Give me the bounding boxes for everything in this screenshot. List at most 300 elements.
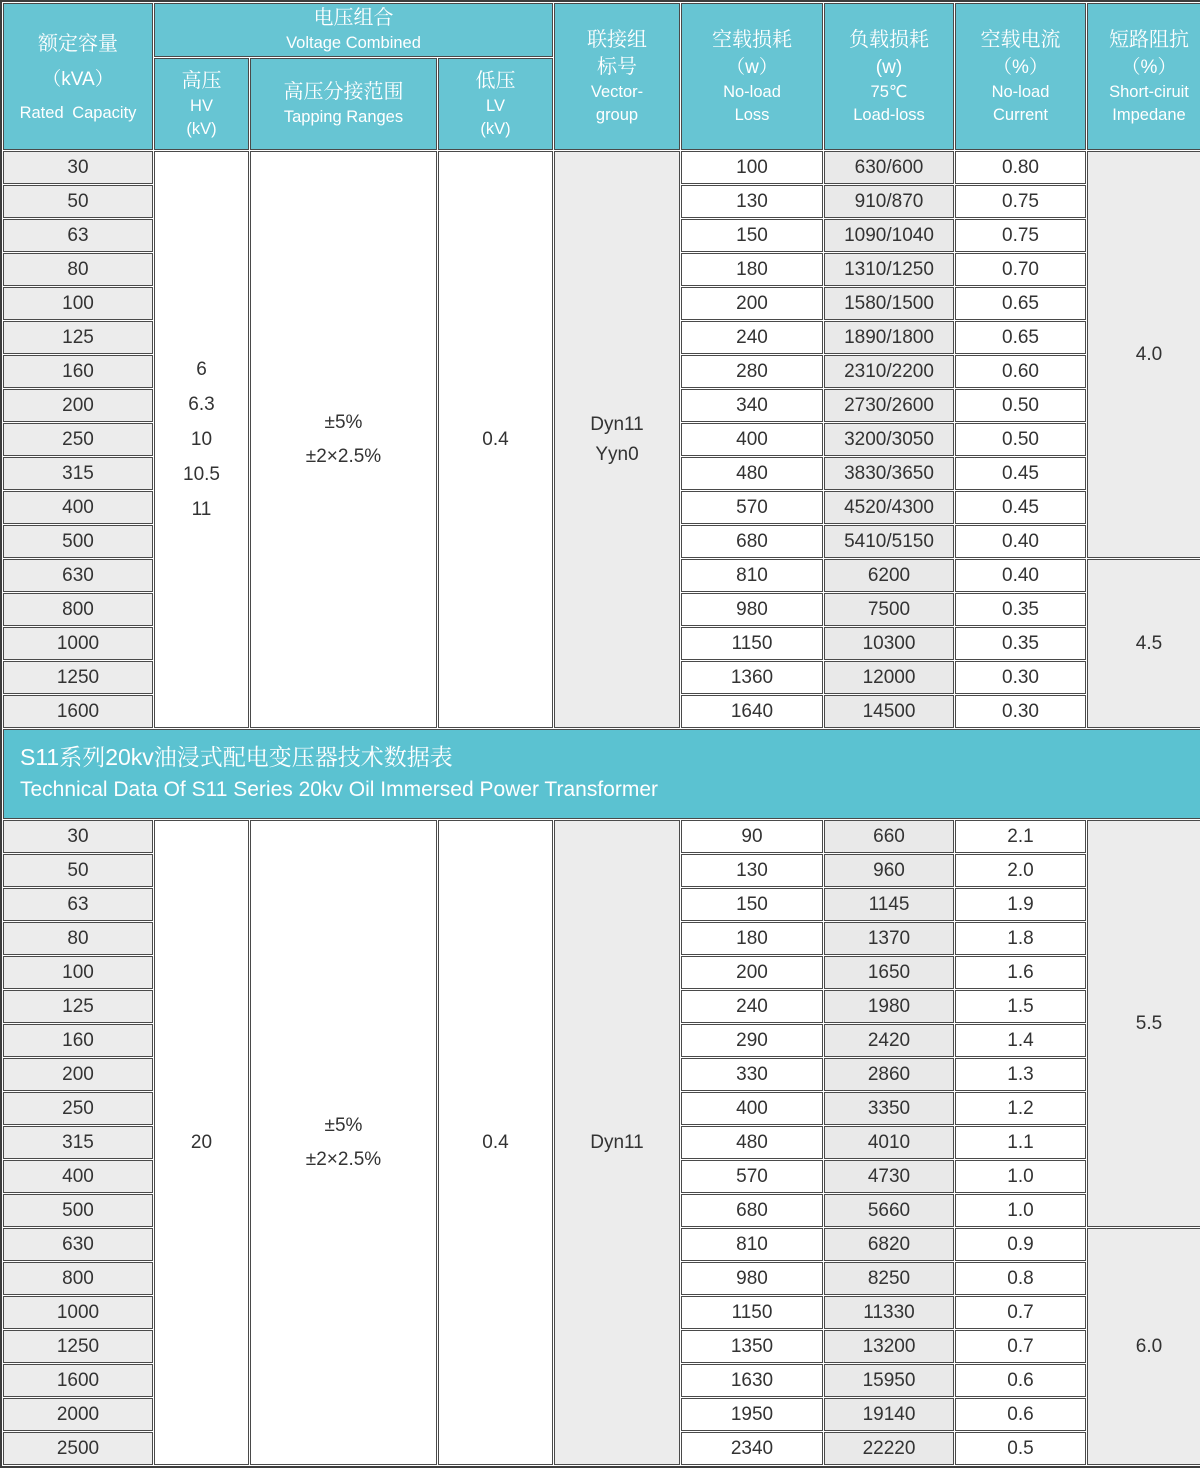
load-loss-cell-text: 14500 xyxy=(862,700,916,722)
no-load-loss-cell xyxy=(681,1092,823,1125)
capacity-cell-text: 160 xyxy=(62,1029,94,1051)
capacity-cell xyxy=(3,1432,153,1465)
no-load-current-cell-text: 0.45 xyxy=(1002,462,1039,484)
no-load-loss-cell xyxy=(681,1194,823,1227)
no-load-loss-cell-text: 340 xyxy=(736,394,768,416)
load-loss-cell-text: 960 xyxy=(873,859,905,881)
no-load-loss-cell-text: 240 xyxy=(736,995,768,1017)
capacity-cell-text: 200 xyxy=(62,1063,94,1085)
no-load-current-cell xyxy=(955,1296,1086,1329)
header-vector-group xyxy=(554,3,680,150)
tapping-range-cell-text: ±2×2.5% xyxy=(305,1148,382,1170)
capacity-cell xyxy=(3,661,153,694)
load-loss-cell xyxy=(824,1194,954,1227)
load-loss-cell-text: 4730 xyxy=(867,1165,911,1187)
no-load-loss-cell-text: 570 xyxy=(736,1165,768,1187)
load-loss-cell-text: 1980 xyxy=(867,995,911,1017)
tapping-range-cell xyxy=(250,151,437,728)
vector-group-cell-text: Dyn11 xyxy=(590,1131,644,1153)
impedance-cell xyxy=(1087,820,1200,1227)
no-load-current-cell-text: 1.0 xyxy=(1007,1165,1034,1187)
no-load-loss-cell xyxy=(681,1160,823,1193)
load-loss-cell-text: 19140 xyxy=(862,1403,916,1425)
no-load-current-cell-text: 1.1 xyxy=(1007,1131,1034,1153)
no-load-current-cell-text: 0.65 xyxy=(1002,326,1039,348)
capacity-cell-text: 500 xyxy=(62,1199,94,1221)
no-load-loss-cell xyxy=(681,922,823,955)
capacity-cell-text: 400 xyxy=(62,1165,94,1187)
header-tapping-ranges xyxy=(250,58,437,150)
capacity-cell-text: 200 xyxy=(62,394,94,416)
vector-group-cell xyxy=(554,151,680,728)
no-load-current-cn: 空载电流 xyxy=(980,28,1061,51)
load-loss-cell-text: 8250 xyxy=(867,1267,911,1289)
no-load-loss-cell xyxy=(681,389,823,422)
no-load-loss-cell-text: 130 xyxy=(736,859,768,881)
no-load-loss-cell-text: 1630 xyxy=(730,1369,774,1391)
impedance-unit: （%） xyxy=(1121,56,1177,78)
capacity-cell xyxy=(3,253,153,286)
load-loss-cell-text: 5410/5150 xyxy=(844,530,934,552)
capacity-cell xyxy=(3,956,153,989)
vector-group-cell-text: Yyn0 xyxy=(595,443,639,465)
hv-cell-text: 10.5 xyxy=(183,464,220,485)
no-load-loss-cell-text: 680 xyxy=(736,1199,768,1221)
voltage-combined-cn: 电压组合 xyxy=(313,7,394,29)
load-loss-cell xyxy=(824,1398,954,1431)
load-loss-cell xyxy=(824,888,954,921)
no-load-loss-cell-text: 280 xyxy=(736,360,768,382)
header-lv xyxy=(438,58,553,150)
no-load-current-cell xyxy=(955,321,1086,354)
no-load-loss-cell-text: 100 xyxy=(736,156,768,178)
load-loss-cell xyxy=(824,1432,954,1465)
no-load-loss-cell xyxy=(681,287,823,320)
no-load-current-cell-text: 1.9 xyxy=(1007,893,1034,915)
load-loss-cell-text: 2420 xyxy=(867,1029,911,1051)
hv-cell-text: 10 xyxy=(190,429,213,450)
load-loss-cell-text: 910/870 xyxy=(854,190,924,212)
capacity-cell-text: 250 xyxy=(62,428,94,450)
no-load-loss-cell xyxy=(681,491,823,524)
load-loss-cell xyxy=(824,627,954,660)
hv-cell-text: 6 xyxy=(196,359,207,380)
no-load-current-cell-text: 1.4 xyxy=(1007,1029,1034,1051)
no-load-current-cell-text: 1.3 xyxy=(1007,1063,1034,1085)
capacity-cell xyxy=(3,1228,153,1261)
no-load-current-cell xyxy=(955,1058,1086,1091)
no-load-loss-cell-text: 980 xyxy=(736,598,768,620)
section-divider-banner xyxy=(3,729,1200,819)
no-load-current-en2: Current xyxy=(992,105,1049,124)
capacity-cell-text: 800 xyxy=(62,598,94,620)
hv-cell-text: 11 xyxy=(191,499,212,520)
no-load-current-cell-text: 0.80 xyxy=(1002,156,1039,178)
load-loss-cell xyxy=(824,151,954,184)
rated-capacity-en: Rated Capacity xyxy=(19,103,137,122)
load-loss-cell xyxy=(824,1024,954,1057)
load-loss-cn: 负载损耗 xyxy=(849,28,929,51)
no-load-current-cell xyxy=(955,854,1086,887)
load-loss-cell-text: 11330 xyxy=(863,1301,915,1323)
load-loss-cell-text: 1090/1040 xyxy=(844,224,934,246)
no-load-current-cell xyxy=(955,355,1086,388)
no-load-loss-cell xyxy=(681,525,823,558)
no-load-current-cell xyxy=(955,151,1086,184)
no-load-loss-cell-text: 1950 xyxy=(730,1403,774,1425)
load-loss-cell-text: 22220 xyxy=(862,1437,916,1459)
no-load-loss-cell-text: 570 xyxy=(736,496,768,518)
lv-cell-text: 0.4 xyxy=(482,1131,509,1153)
capacity-cell xyxy=(3,1330,153,1363)
no-load-current-en1: No-load xyxy=(991,82,1050,101)
capacity-cell xyxy=(3,922,153,955)
no-load-current-cell-text: 0.6 xyxy=(1007,1369,1034,1391)
hv-en: HV xyxy=(190,96,213,115)
no-load-current-cell xyxy=(955,1092,1086,1125)
capacity-cell-text: 1250 xyxy=(56,666,100,688)
capacity-cell-text: 30 xyxy=(67,825,89,847)
no-load-loss-cell xyxy=(681,888,823,921)
capacity-cell xyxy=(3,491,153,524)
load-loss-cell xyxy=(824,525,954,558)
impedance-cell-text: 5.5 xyxy=(1135,1012,1163,1034)
load-loss-cell-text: 660 xyxy=(873,825,905,847)
tapping-en: Tapping Ranges xyxy=(283,108,404,126)
capacity-cell xyxy=(3,423,153,456)
capacity-cell-text: 800 xyxy=(62,1267,94,1289)
load-loss-en: Load-loss xyxy=(853,105,925,124)
no-load-loss-cell-text: 1640 xyxy=(730,700,774,722)
load-loss-cell xyxy=(824,820,954,853)
header-rated-capacity xyxy=(3,3,153,150)
hv-cell-text: 20 xyxy=(190,1132,213,1153)
capacity-cell xyxy=(3,593,153,626)
capacity-cell-text: 1600 xyxy=(56,700,100,722)
capacity-cell xyxy=(3,1296,153,1329)
no-load-loss-cell xyxy=(681,627,823,660)
load-loss-cell xyxy=(824,695,954,728)
impedance-cell xyxy=(1087,559,1200,728)
load-loss-cell xyxy=(824,1228,954,1261)
no-load-current-cell-text: 0.65 xyxy=(1002,292,1039,314)
load-loss-cell xyxy=(824,1296,954,1329)
no-load-current-cell-text: 0.50 xyxy=(1002,428,1039,450)
transformer-spec-table xyxy=(2,2,1200,1466)
tapping-range-cell-text: ±5% xyxy=(324,411,363,433)
capacity-cell-text: 100 xyxy=(62,961,94,983)
capacity-cell-text: 2000 xyxy=(56,1403,100,1425)
capacity-cell xyxy=(3,559,153,592)
no-load-loss-cell-text: 810 xyxy=(736,564,768,586)
no-load-current-cell-text: 1.2 xyxy=(1007,1097,1034,1119)
load-loss-cell xyxy=(824,559,954,592)
vector-group-cell-text: Dyn11 xyxy=(590,413,644,435)
capacity-cell xyxy=(3,287,153,320)
no-load-current-cell-text: 2.1 xyxy=(1007,825,1034,847)
load-loss-cell xyxy=(824,1160,954,1193)
no-load-current-cell-text: 0.75 xyxy=(1002,190,1039,212)
no-load-loss-cell-text: 150 xyxy=(736,893,768,915)
tapping-range-cell-text: ±5% xyxy=(324,1114,363,1136)
no-load-loss-cell xyxy=(681,1228,823,1261)
capacity-cell xyxy=(3,820,153,853)
no-load-loss-cell xyxy=(681,990,823,1023)
load-loss-cell xyxy=(824,185,954,218)
no-load-loss-cell-text: 180 xyxy=(736,258,768,280)
vector-group-cell xyxy=(554,820,680,1465)
load-loss-cell-text: 2310/2200 xyxy=(844,360,934,382)
hv-cell-text: 6.3 xyxy=(188,394,215,415)
load-loss-cell-text: 1890/1800 xyxy=(844,326,934,348)
no-load-current-cell xyxy=(955,1024,1086,1057)
load-loss-cell-text: 1650 xyxy=(867,961,911,983)
load-loss-unit: (w) xyxy=(875,56,903,78)
no-load-loss-cell-text: 1350 xyxy=(730,1335,774,1357)
no-load-current-cell xyxy=(955,1364,1086,1397)
no-load-loss-cell-text: 400 xyxy=(736,428,768,450)
capacity-cell-text: 50 xyxy=(67,190,89,212)
load-loss-cell-text: 13200 xyxy=(862,1335,916,1357)
no-load-current-cell-text: 0.9 xyxy=(1007,1233,1034,1255)
no-load-loss-en2: Loss xyxy=(734,105,770,124)
load-loss-cell-text: 1370 xyxy=(867,927,911,949)
spec-row xyxy=(3,151,1200,184)
no-load-current-cell-text: 0.30 xyxy=(1002,666,1039,688)
no-load-current-cell xyxy=(955,1160,1086,1193)
no-load-loss-cell xyxy=(681,593,823,626)
no-load-loss-cell xyxy=(681,1330,823,1363)
capacity-cell xyxy=(3,1262,153,1295)
load-loss-cell xyxy=(824,1092,954,1125)
no-load-loss-cell-text: 290 xyxy=(736,1029,768,1051)
no-load-current-cell-text: 0.30 xyxy=(1002,700,1039,722)
load-loss-cell xyxy=(824,1364,954,1397)
capacity-cell-text: 160 xyxy=(62,360,94,382)
no-load-loss-cell-text: 1150 xyxy=(731,632,773,654)
load-loss-cell-text: 6820 xyxy=(867,1233,911,1255)
capacity-cell-text: 50 xyxy=(67,859,89,881)
lv-cell-text: 0.4 xyxy=(482,428,509,450)
capacity-cell xyxy=(3,389,153,422)
capacity-cell xyxy=(3,525,153,558)
no-load-loss-cell xyxy=(681,151,823,184)
no-load-loss-cell xyxy=(681,457,823,490)
no-load-current-cell xyxy=(955,1262,1086,1295)
capacity-cell xyxy=(3,888,153,921)
tapping-range-cell xyxy=(250,820,437,1465)
no-load-loss-cell xyxy=(681,820,823,853)
capacity-cell-text: 63 xyxy=(67,224,89,246)
vector-group-cn1: 联接组 xyxy=(587,28,647,51)
lv-cell xyxy=(438,151,553,728)
capacity-cell-text: 315 xyxy=(62,462,94,484)
no-load-current-cell xyxy=(955,695,1086,728)
capacity-cell xyxy=(3,355,153,388)
impedance-cell-text: 6.0 xyxy=(1135,1335,1163,1357)
lv-cell xyxy=(438,820,553,1465)
load-loss-cell xyxy=(824,922,954,955)
no-load-current-cell-text: 0.50 xyxy=(1002,394,1039,416)
no-load-loss-cell xyxy=(681,1126,823,1159)
capacity-cell-text: 125 xyxy=(62,326,94,348)
no-load-current-cell-text: 0.35 xyxy=(1002,598,1039,620)
no-load-loss-cell-text: 480 xyxy=(736,1131,768,1153)
rated-capacity-cn: 额定容量 xyxy=(38,32,118,55)
no-load-loss-cell xyxy=(681,423,823,456)
no-load-current-cell-text: 0.60 xyxy=(1002,360,1039,382)
no-load-current-cell-text: 0.75 xyxy=(1002,224,1039,246)
banner-title-en: Technical Data Of S11 Series 20kv Oil Immersed Power Transformer xyxy=(20,778,659,801)
no-load-loss-cell xyxy=(681,185,823,218)
header-no-load-current xyxy=(955,3,1086,150)
header-no-load-loss xyxy=(681,3,823,150)
no-load-current-cell xyxy=(955,253,1086,286)
impedance-en1: Short-ciruit xyxy=(1109,82,1189,101)
no-load-current-cell xyxy=(955,423,1086,456)
no-load-current-cell xyxy=(955,593,1086,626)
capacity-cell-text: 1000 xyxy=(56,1301,100,1323)
no-load-current-cell xyxy=(955,1228,1086,1261)
capacity-cell-text: 30 xyxy=(67,156,89,178)
capacity-cell-text: 1250 xyxy=(56,1335,100,1357)
load-loss-cell xyxy=(824,956,954,989)
capacity-cell xyxy=(3,1194,153,1227)
load-loss-cell xyxy=(824,491,954,524)
capacity-cell xyxy=(3,321,153,354)
capacity-cell-text: 80 xyxy=(67,258,89,280)
no-load-loss-cell xyxy=(681,1058,823,1091)
capacity-cell-text: 500 xyxy=(62,530,94,552)
lv-unit: (kV) xyxy=(480,119,511,138)
no-load-loss-unit: （w） xyxy=(726,56,778,78)
no-load-loss-cell xyxy=(681,1432,823,1465)
capacity-cell-text: 1000 xyxy=(56,632,100,654)
capacity-cell xyxy=(3,457,153,490)
hv-cell xyxy=(154,151,249,728)
no-load-loss-cell-text: 90 xyxy=(741,825,763,847)
no-load-current-cell xyxy=(955,661,1086,694)
no-load-loss-cell xyxy=(681,321,823,354)
no-load-loss-en1: No-load xyxy=(723,82,781,101)
load-loss-cell-text: 2860 xyxy=(867,1063,911,1085)
impedance-cell xyxy=(1087,1228,1200,1465)
impedance-cell-text: 4.5 xyxy=(1135,632,1163,654)
no-load-current-cell-text: 0.7 xyxy=(1007,1301,1034,1323)
no-load-current-cell xyxy=(955,559,1086,592)
section-10kv-rows xyxy=(3,151,1200,728)
vector-group-cn2: 标号 xyxy=(597,55,637,78)
load-loss-cell xyxy=(824,287,954,320)
no-load-current-cell-text: 1.6 xyxy=(1007,961,1034,983)
load-loss-cell xyxy=(824,253,954,286)
no-load-current-cell-text: 1.5 xyxy=(1007,995,1034,1017)
no-load-loss-cell-text: 180 xyxy=(736,927,768,949)
section-20kv-rows xyxy=(3,820,1200,1465)
no-load-loss-cell-text: 130 xyxy=(736,190,768,212)
no-load-current-cell xyxy=(955,1398,1086,1431)
no-load-loss-cell xyxy=(681,1398,823,1431)
tapping-cn: 高压分接范围 xyxy=(283,81,404,103)
no-load-current-unit: （%） xyxy=(993,56,1048,78)
load-loss-cell-text: 1145 xyxy=(868,893,910,915)
no-load-loss-cell xyxy=(681,355,823,388)
no-load-current-cell xyxy=(955,457,1086,490)
load-loss-cell-text: 5660 xyxy=(867,1199,911,1221)
hv-unit: (kV) xyxy=(186,119,217,138)
capacity-cell xyxy=(3,1398,153,1431)
banner-cell xyxy=(3,729,1200,819)
vector-group-en2: group xyxy=(595,105,639,124)
load-loss-cell xyxy=(824,355,954,388)
load-loss-cell-text: 7500 xyxy=(867,598,911,620)
capacity-cell xyxy=(3,219,153,252)
no-load-current-cell xyxy=(955,1330,1086,1363)
no-load-current-cell xyxy=(955,888,1086,921)
no-load-loss-cell-text: 1150 xyxy=(731,1301,773,1323)
no-load-loss-cell-text: 1360 xyxy=(730,666,774,688)
load-loss-cell-text: 2730/2600 xyxy=(844,394,934,416)
load-loss-cell xyxy=(824,219,954,252)
load-loss-cell xyxy=(824,389,954,422)
vector-group-en1: Vector- xyxy=(590,82,644,101)
no-load-loss-cell xyxy=(681,1024,823,1057)
no-load-current-cell-text: 0.70 xyxy=(1002,258,1039,280)
load-loss-cell-text: 1580/1500 xyxy=(844,292,934,314)
no-load-current-cell-text: 2.0 xyxy=(1007,859,1034,881)
no-load-current-cell xyxy=(955,389,1086,422)
capacity-cell xyxy=(3,1058,153,1091)
load-loss-cell-text: 10300 xyxy=(862,632,916,654)
load-loss-cell xyxy=(824,1330,954,1363)
no-load-loss-cell xyxy=(681,253,823,286)
no-load-current-cell xyxy=(955,287,1086,320)
no-load-loss-cell xyxy=(681,695,823,728)
no-load-current-cell xyxy=(955,820,1086,853)
hv-cn: 高压 xyxy=(181,69,222,92)
capacity-cell xyxy=(3,854,153,887)
no-load-loss-cell xyxy=(681,1296,823,1329)
capacity-cell xyxy=(3,1092,153,1125)
lv-cn: 低压 xyxy=(475,69,516,92)
load-loss-cell-text: 4520/4300 xyxy=(844,496,934,518)
capacity-cell xyxy=(3,1126,153,1159)
no-load-current-cell-text: 0.40 xyxy=(1002,530,1039,552)
table-header xyxy=(3,3,1200,150)
load-loss-cell xyxy=(824,423,954,456)
impedance-cn: 短路阻抗 xyxy=(1109,28,1189,51)
no-load-loss-cell xyxy=(681,661,823,694)
no-load-current-cell xyxy=(955,219,1086,252)
capacity-cell xyxy=(3,990,153,1023)
capacity-cell xyxy=(3,1364,153,1397)
load-loss-cell xyxy=(824,1058,954,1091)
no-load-loss-cell-text: 200 xyxy=(736,292,768,314)
capacity-cell xyxy=(3,185,153,218)
load-loss-cell-text: 630/600 xyxy=(854,156,924,178)
no-load-loss-cell xyxy=(681,854,823,887)
header-short-circuit-impedance xyxy=(1087,3,1200,150)
no-load-loss-cn: 空载损耗 xyxy=(712,28,792,51)
capacity-cell-text: 1600 xyxy=(56,1369,100,1391)
load-loss-cell xyxy=(824,321,954,354)
tapping-range-cell-text: ±2×2.5% xyxy=(305,445,382,467)
load-loss-cell xyxy=(824,1262,954,1295)
capacity-cell-text: 2500 xyxy=(56,1437,100,1459)
banner-title-cn: S11系列20kv油浸式配电变压器技术数据表 xyxy=(20,744,453,770)
no-load-loss-cell-text: 810 xyxy=(736,1233,768,1255)
no-load-current-cell-text: 0.45 xyxy=(1002,496,1039,518)
